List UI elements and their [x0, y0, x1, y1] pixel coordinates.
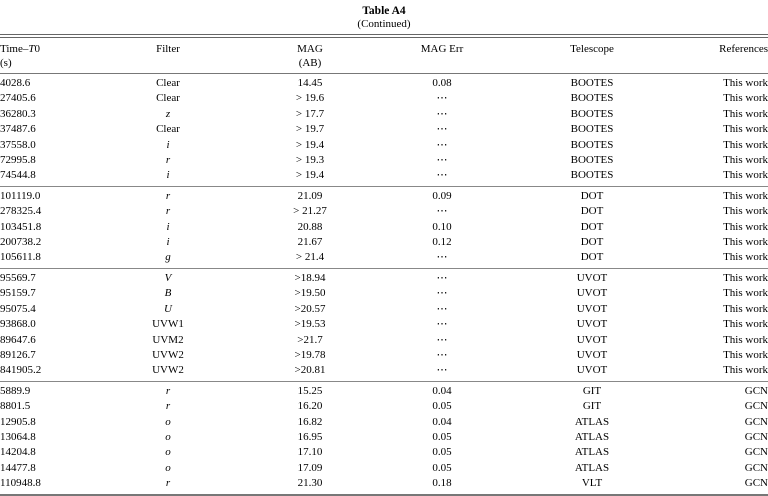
- table-row: [0, 381, 768, 399]
- cell-filter: U: [164, 302, 172, 315]
- table-row: [0, 153, 768, 168]
- cell-telescope: BOOTES: [570, 154, 614, 167]
- cell-mag: >20.81: [294, 364, 326, 377]
- cell-time: 89126.7: [0, 348, 36, 361]
- cell-mag: >19.78: [294, 348, 326, 361]
- cell-telescope: UVOT: [576, 364, 608, 377]
- cell-mag_err: ⋯: [436, 205, 448, 218]
- cell-mag_err: 0.04: [432, 384, 452, 397]
- cell-mag: 21.09: [297, 189, 323, 202]
- cell-telescope: BOOTES: [570, 107, 614, 120]
- cell-filter: B: [164, 287, 172, 300]
- table-row: [0, 333, 768, 348]
- col-header-filter: Filter: [156, 43, 180, 55]
- table-row: [0, 317, 768, 332]
- cell-time: 74544.8: [0, 169, 36, 182]
- cell-filter: i: [166, 138, 170, 151]
- cell-mag: 16.82: [297, 415, 323, 428]
- table-row: [0, 107, 768, 122]
- table-row: [0, 430, 768, 445]
- table-row: [0, 220, 768, 235]
- cell-time: 105611.8: [0, 251, 41, 264]
- cell-time: 14204.8: [0, 446, 36, 459]
- cell-mag: 17.09: [297, 461, 323, 474]
- cell-mag_err: ⋯: [436, 271, 448, 284]
- cell-mag_err: ⋯: [436, 169, 448, 182]
- table-row: [0, 399, 768, 414]
- cell-time: 8801.5: [0, 400, 31, 413]
- cell-reference: GCN: [744, 400, 768, 413]
- cell-mag: 21.67: [297, 236, 323, 249]
- cell-time: 72995.8: [0, 154, 36, 167]
- cell-mag_err: ⋯: [436, 348, 448, 361]
- cell-time: 13064.8: [0, 430, 36, 443]
- cell-mag: > 19.4: [295, 138, 325, 151]
- cell-mag: > 19.7: [295, 123, 325, 136]
- cell-reference: This work: [723, 333, 768, 346]
- cell-reference: GCN: [744, 477, 768, 490]
- cell-time: 12905.8: [0, 415, 36, 428]
- cell-telescope: BOOTES: [570, 77, 614, 89]
- cell-time: 5889.9: [0, 384, 31, 397]
- cell-reference: This work: [723, 92, 768, 105]
- cell-time: 36280.3: [0, 107, 36, 120]
- cell-mag_err: 0.04: [432, 415, 452, 428]
- cell-time: 95569.7: [0, 271, 36, 284]
- cell-telescope: DOT: [580, 189, 604, 202]
- cell-telescope: BOOTES: [570, 92, 614, 105]
- cell-reference: This work: [723, 364, 768, 377]
- cell-mag: > 19.3: [295, 154, 325, 167]
- table-row: [0, 445, 768, 460]
- cell-filter: Clear: [156, 123, 180, 136]
- table-row: [0, 302, 768, 317]
- cell-telescope: GIT: [582, 400, 602, 413]
- table-section: [0, 268, 768, 381]
- cell-mag_err: ⋯: [436, 333, 448, 346]
- cell-mag_err: 0.05: [432, 461, 452, 474]
- col-header-mag-err: MAG Err: [420, 43, 464, 55]
- cell-mag_err: 0.12: [432, 236, 452, 249]
- cell-filter: i: [166, 169, 170, 182]
- cell-reference: This work: [723, 169, 768, 182]
- cell-time: 37487.6: [0, 123, 36, 136]
- cell-telescope: BOOTES: [570, 138, 614, 151]
- cell-telescope: BOOTES: [570, 123, 614, 136]
- cell-mag: >19.53: [294, 318, 326, 331]
- cell-telescope: ATLAS: [574, 430, 610, 443]
- cell-filter: r: [165, 205, 171, 218]
- cell-telescope: DOT: [580, 236, 604, 249]
- cell-mag_err: 0.18: [432, 477, 452, 490]
- cell-time: 93868.0: [0, 318, 36, 331]
- cell-mag_err: ⋯: [436, 251, 448, 264]
- cell-telescope: BOOTES: [570, 169, 614, 182]
- cell-mag_err: 0.05: [432, 400, 452, 413]
- col-header-mag-unit: (AB): [298, 56, 322, 69]
- cell-time: 101119.0: [0, 189, 41, 202]
- header-row: [0, 36, 768, 74]
- data-table: [0, 34, 768, 496]
- cell-telescope: DOT: [580, 205, 604, 218]
- cell-filter: UVW2: [152, 364, 184, 377]
- cell-mag: 15.25: [297, 384, 323, 397]
- cell-mag: > 17.7: [295, 107, 325, 120]
- cell-filter: r: [165, 477, 171, 490]
- cell-telescope: ATLAS: [574, 415, 610, 428]
- col-header-mag-label: MAG: [297, 43, 323, 55]
- col-header-time-label: Time–T0: [0, 43, 40, 55]
- cell-time: 37558.0: [0, 138, 36, 151]
- cell-mag_err: ⋯: [436, 318, 448, 331]
- cell-time: 89647.6: [0, 333, 36, 346]
- cell-reference: This work: [723, 348, 768, 361]
- table-subtitle: (Continued): [357, 18, 411, 30]
- cell-time: 95159.7: [0, 287, 36, 300]
- cell-telescope: UVOT: [576, 302, 608, 315]
- cell-mag: >18.94: [294, 271, 326, 284]
- cell-telescope: UVOT: [576, 333, 608, 346]
- cell-mag_err: 0.09: [432, 189, 452, 202]
- cell-mag_err: ⋯: [436, 107, 448, 120]
- table-title: Table A4: [362, 5, 406, 17]
- cell-telescope: UVOT: [576, 348, 608, 361]
- cell-mag_err: 0.05: [432, 446, 452, 459]
- cell-mag_err: ⋯: [436, 364, 448, 377]
- table-row: [0, 268, 768, 286]
- table-row: [0, 363, 768, 381]
- cell-reference: This work: [723, 107, 768, 120]
- cell-reference: This work: [723, 205, 768, 218]
- col-header-telescope: Telescope: [570, 43, 614, 55]
- cell-mag_err: ⋯: [436, 138, 448, 151]
- cell-mag: >20.57: [294, 302, 326, 315]
- cell-mag_err: 0.05: [432, 430, 452, 443]
- cell-filter: g: [165, 251, 171, 264]
- cell-mag: >21.7: [297, 333, 323, 346]
- table-row: [0, 204, 768, 219]
- cell-reference: GCN: [744, 384, 768, 397]
- cell-reference: This work: [723, 138, 768, 151]
- cell-mag_err: ⋯: [436, 123, 448, 136]
- cell-reference: This work: [723, 123, 768, 136]
- cell-reference: GCN: [744, 430, 768, 443]
- cell-time: 95075.4: [0, 302, 36, 315]
- cell-mag_err: 0.10: [432, 220, 452, 233]
- cell-reference: This work: [723, 154, 768, 167]
- table-title-block: [0, 0, 768, 31]
- cell-time: 4028.6: [0, 77, 31, 89]
- cell-mag: > 19.4: [295, 169, 325, 182]
- col-header-time-unit: (s): [0, 56, 12, 69]
- cell-mag: >19.50: [294, 287, 326, 300]
- cell-filter: UVW2: [152, 348, 184, 361]
- cell-filter: z: [165, 107, 171, 120]
- cell-filter: o: [165, 461, 171, 474]
- col-header-mag: [226, 36, 394, 74]
- cell-filter: r: [165, 189, 171, 202]
- cell-filter: i: [166, 220, 170, 233]
- cell-reference: This work: [723, 302, 768, 315]
- table-row: [0, 235, 768, 250]
- cell-mag_err: ⋯: [436, 92, 448, 105]
- cell-mag: > 19.6: [295, 92, 325, 105]
- cell-time: 103451.8: [0, 220, 42, 233]
- col-header-references: References: [719, 43, 768, 55]
- cell-mag: 16.95: [297, 430, 323, 443]
- cell-time: 278325.4: [0, 205, 42, 218]
- table-row: [0, 74, 768, 92]
- table-row: [0, 476, 768, 494]
- cell-filter: o: [165, 415, 171, 428]
- cell-reference: This work: [723, 189, 768, 202]
- cell-time: 841905.2: [0, 364, 42, 377]
- table-row: [0, 138, 768, 153]
- table-row: [0, 91, 768, 106]
- table-row: [0, 348, 768, 363]
- cell-time: 200738.2: [0, 236, 42, 249]
- cell-time: 14477.8: [0, 461, 36, 474]
- cell-filter: r: [165, 384, 171, 397]
- cell-mag: 21.30: [297, 477, 323, 490]
- table-section: [0, 74, 768, 187]
- col-header-time: [0, 36, 110, 74]
- cell-reference: This work: [723, 220, 768, 233]
- cell-reference: This work: [723, 287, 768, 300]
- cell-filter: r: [165, 400, 171, 413]
- table-row: [0, 415, 768, 430]
- cell-mag_err: ⋯: [436, 154, 448, 167]
- cell-reference: GCN: [744, 461, 768, 474]
- table-row: [0, 186, 768, 204]
- cell-mag: 20.88: [297, 220, 323, 233]
- cell-filter: i: [166, 236, 170, 249]
- table-row: [0, 250, 768, 268]
- cell-filter: UVW1: [152, 318, 184, 331]
- cell-telescope: DOT: [580, 251, 604, 264]
- table-row: [0, 122, 768, 137]
- cell-reference: This work: [723, 77, 768, 89]
- cell-reference: GCN: [744, 415, 768, 428]
- table-header: [0, 36, 768, 74]
- cell-reference: This work: [723, 251, 768, 264]
- cell-filter: Clear: [156, 77, 180, 89]
- cell-mag: 17.10: [297, 446, 323, 459]
- cell-reference: This work: [723, 236, 768, 249]
- cell-telescope: ATLAS: [574, 446, 610, 459]
- table-section: [0, 186, 768, 268]
- cell-filter: o: [165, 446, 171, 459]
- cell-telescope: UVOT: [576, 287, 608, 300]
- cell-mag_err: ⋯: [436, 287, 448, 300]
- cell-filter: o: [165, 430, 171, 443]
- cell-telescope: DOT: [580, 220, 604, 233]
- cell-telescope: VLT: [581, 477, 603, 490]
- cell-telescope: UVOT: [576, 271, 608, 284]
- cell-mag: > 21.4: [295, 251, 325, 264]
- cell-mag: 16.20: [297, 400, 323, 413]
- table-row: [0, 168, 768, 186]
- cell-mag_err: ⋯: [436, 302, 448, 315]
- cell-reference: This work: [723, 271, 768, 284]
- cell-filter: V: [164, 271, 172, 284]
- table-section: [0, 381, 768, 494]
- cell-telescope: ATLAS: [574, 461, 610, 474]
- cell-filter: UVM2: [152, 333, 184, 346]
- cell-telescope: UVOT: [576, 318, 608, 331]
- cell-filter: Clear: [156, 92, 180, 105]
- cell-mag: > 21.27: [293, 205, 327, 218]
- cell-mag_err: 0.08: [432, 77, 452, 89]
- cell-mag: 14.45: [297, 77, 323, 89]
- table-row: [0, 461, 768, 476]
- cell-reference: GCN: [744, 446, 768, 459]
- cell-reference: This work: [723, 318, 768, 331]
- cell-time: 27405.6: [0, 92, 36, 105]
- cell-telescope: GIT: [582, 384, 602, 397]
- cell-time: 110948.8: [0, 477, 41, 490]
- table-row: [0, 286, 768, 301]
- cell-filter: r: [165, 154, 171, 167]
